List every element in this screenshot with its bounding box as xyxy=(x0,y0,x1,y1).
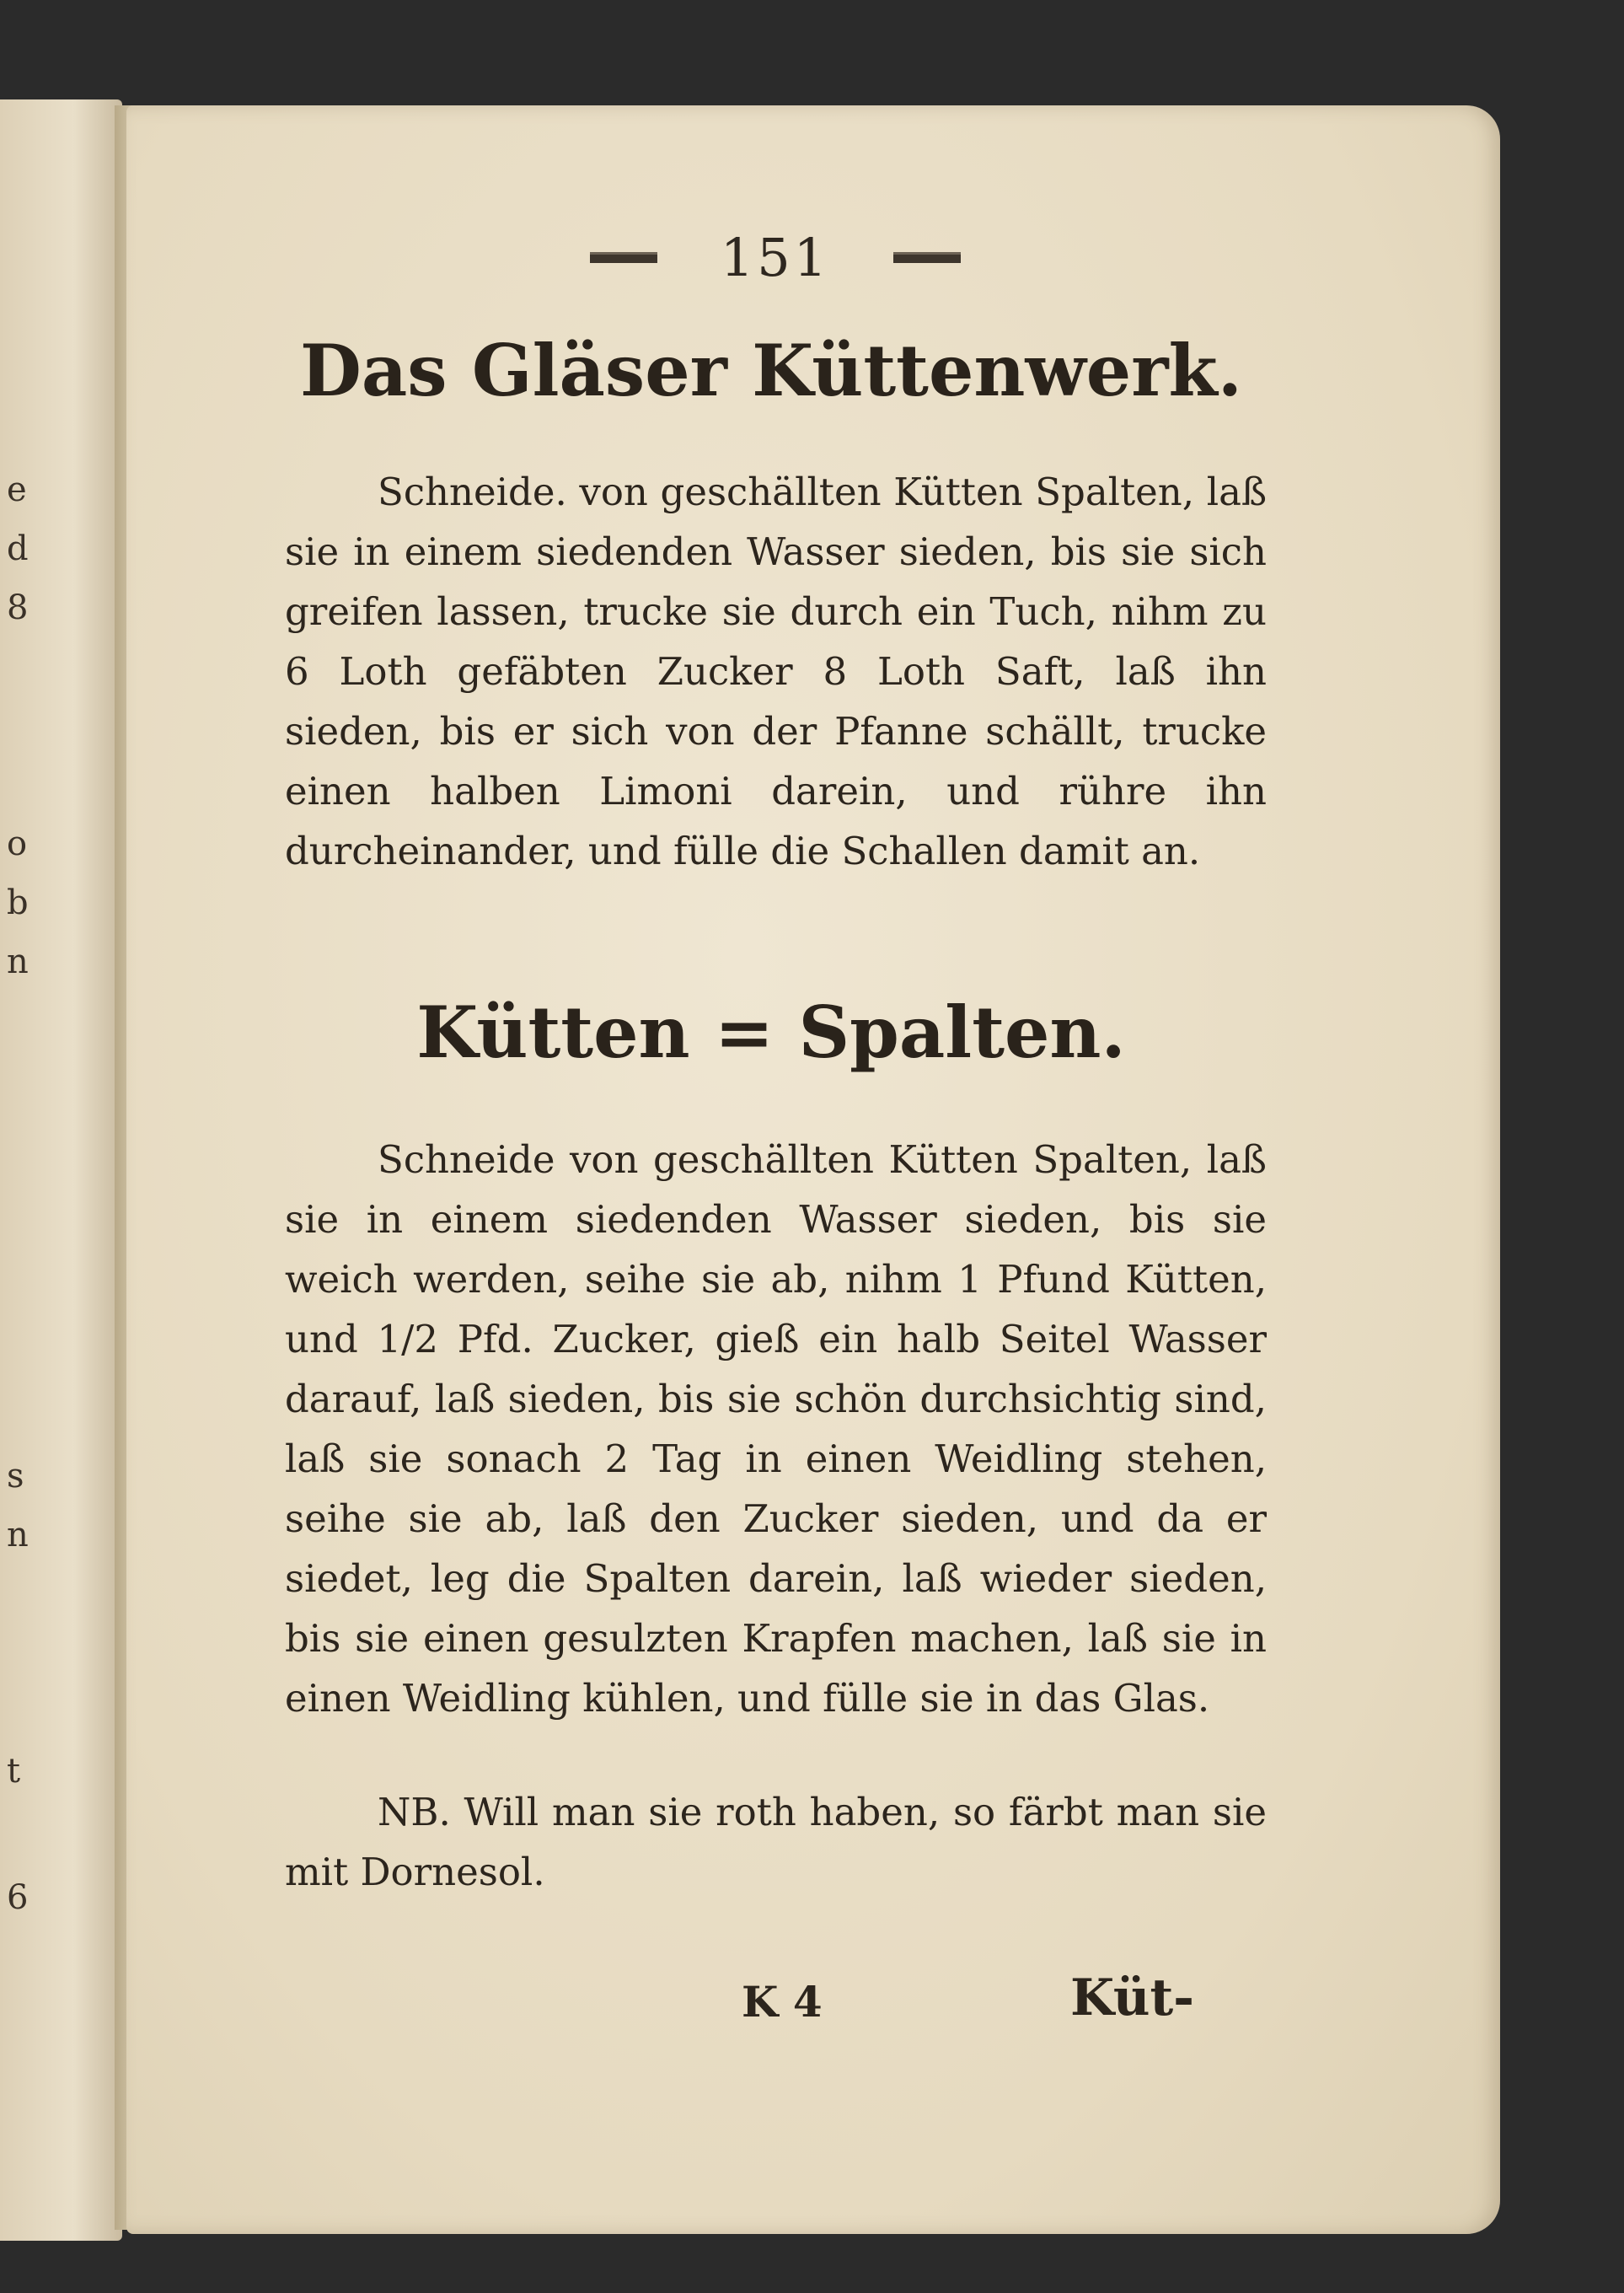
margin-char: 6 xyxy=(7,1878,29,1917)
margin-char: b xyxy=(7,883,29,922)
margin-char: 8 xyxy=(7,588,29,627)
margin-char: e xyxy=(7,470,27,509)
margin-char: t xyxy=(7,1752,21,1791)
header-rule-right xyxy=(893,252,961,263)
section-title: Das Gläser Küttenwerk. xyxy=(300,329,1242,412)
page-header xyxy=(590,223,961,291)
margin-char: d xyxy=(7,529,29,568)
section-title: Kütten = Spalten. xyxy=(416,991,1126,1074)
signature-mark: K 4 xyxy=(742,1977,823,2027)
page-number: 151 xyxy=(720,226,831,288)
section-paragraph: Schneide. von geschällten Kütten Spalten, laß sie in einem siedenden Wasser sieden, bis sie sich greifen lassen, trucke sie durch ein Tuch, nihm zu 6 Loth gefäbten Zucker 8 Loth Saft, laß ihn sieden, bis er sich von der Pfanne schällt, trucke einen halben Limoni darein, und rühre ihn durcheinander, und fülle die Schallen damit an. xyxy=(285,470,1267,873)
section-paragraph: Schneide von geschällten Kütten Spalten, laß sie in einem siedenden Wasser sieden, bis sie weich werden, seihe sie ab, nihm 1 Pfund Kütten, und 1/2 Pfd. Zucker, gieß ein halb Seitel Wasser darauf, laß sieden, bis sie schön durchsichtig sind, laß sie sonach 2 Tag in einen Weidling stehen, seihe sie ab, laß den Zucker sieden, und da er siedet, leg die Spalten darein, laß wieder sieden, bis sie einen gesulzten Krapfen machen, laß sie in einen Weidling kühlen, und fülle sie in das Glas. xyxy=(285,1137,1267,1721)
catchword: Küt- xyxy=(1070,1968,1195,2027)
margin-char: s xyxy=(7,1457,24,1496)
header-rule-left xyxy=(590,252,657,263)
margin-char: n xyxy=(7,942,29,981)
section-note: NB. Will man sie roth haben, so färbt man sie mit Dornesol. xyxy=(285,1790,1267,1894)
facing-page-edge xyxy=(0,99,122,2241)
margin-char: n xyxy=(7,1516,29,1555)
margin-char: o xyxy=(7,824,28,863)
